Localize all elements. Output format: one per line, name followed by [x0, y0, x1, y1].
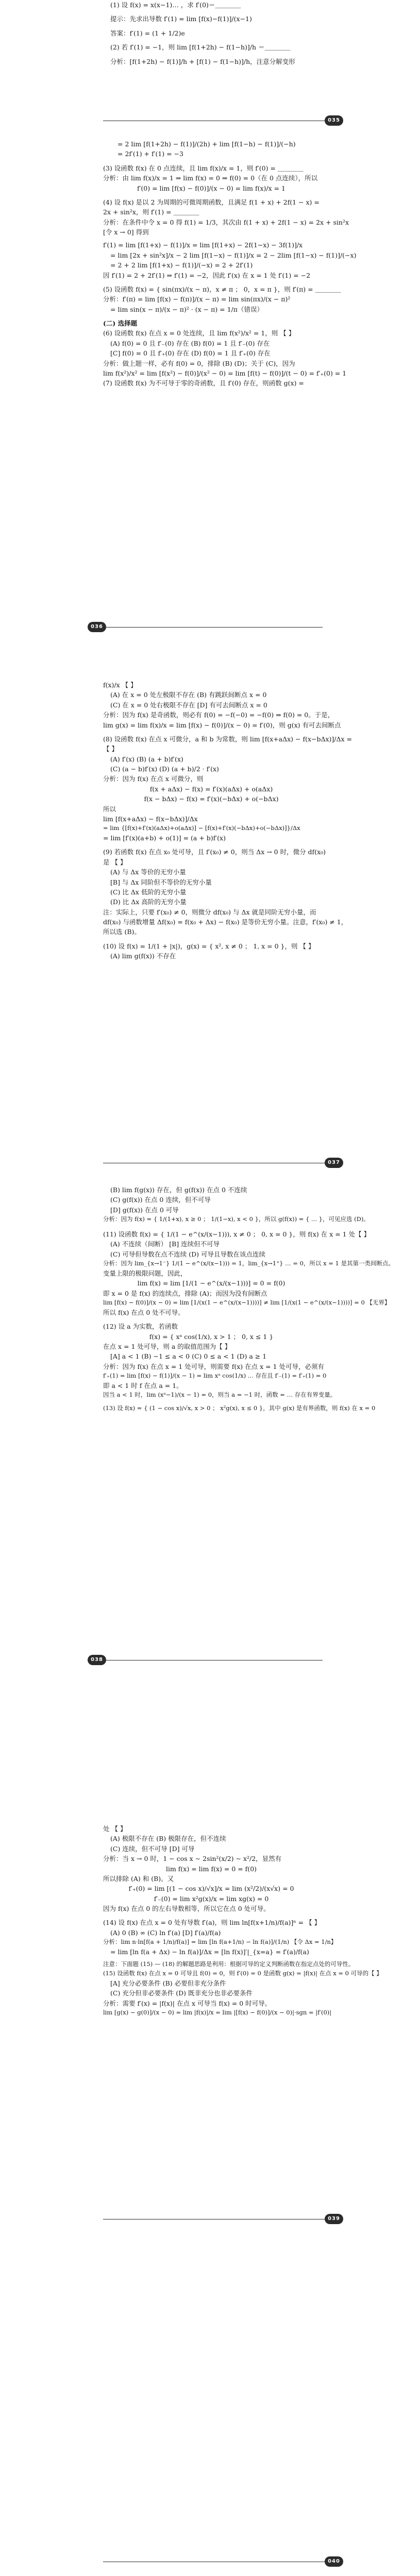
page-number-badge: 040: [325, 2556, 343, 2567]
equation-line: = 2f′(1) + f′(1) = −3: [117, 150, 184, 158]
page-4-content: [103, 1185, 394, 1413]
equation-line: lim [f(x) − f(0)]/(x − 0) = lim [1/(x(1 − e^(x/(x−1))))] ≠ lim [1/(x(1 − e^(x/(x−1))))] = 0 【无界】: [103, 1299, 391, 1306]
analysis-line: lim g(x) = lim f(x)/x = lim [f(x) − f(0)]/(x − 0) = f′(0)，则 g(x) 有可去间断点: [103, 721, 341, 729]
option-line: (A) 在 x = 0 处左极限不存在 (B) 有跳跃间断点 x = 0: [110, 691, 267, 699]
option-line: (A) f′(x) (B) (a + b)f′(x): [110, 755, 183, 763]
question-line: (9) 若函数 f(x) 在点 x₀ 处可导，且 f′(x₀) ≠ 0，则当 Δx → 0 时，微分 df(x₀): [103, 848, 326, 856]
page-number-badge: 039: [325, 2214, 343, 2224]
question-line: (7) 设函数 f(x) 为不可导于零的奇函数，且 f′(0) 存在，则函数 g(x) =: [103, 379, 304, 387]
analysis-line: 分析：在条件中令 x = 0 得 f(1) = 1/3，其次由 f(1 + x) + 2f(1 − x) = 2x + sin²x: [103, 218, 349, 226]
page-5-content: [103, 1824, 382, 2018]
option-line: (C) 连续，但不可导 [D] 可导: [110, 1844, 195, 1853]
note-line: df(x₀) 与函数增量 Δf(x₀) = f(x₀ + Δx) − f(x₀) 是等价无穷小量。注意，f′(x₀) ≠ 1，: [103, 918, 348, 926]
equation-line: f(x) = { xᵃ cos(1/x), x > 1 ； 0, x ≤ 1 }: [149, 1332, 274, 1341]
equation-line: f′₋(0) = lim x²g(x)/x = lim xg(x) = 0: [154, 1894, 269, 1903]
question-line: 2x + sin²x，则 f′(1) = ＿＿＿＿: [103, 208, 199, 216]
analysis-line: 分析：做上题一样，必有 f(0) = 0，排除 (B) (D)；关于 (C)，因为: [103, 359, 295, 367]
question-line: (12) 设 a 为实数，若函数: [103, 1323, 178, 1331]
page-3-content: [103, 680, 352, 961]
question-line: f(x)/x 【 】: [103, 681, 137, 689]
question-line: (15) 设函数 f(x) 在点 x = 0 可导且 f(0) = 0，则 f′(0) = 0 是函数 g(x) = |f(x)| 在点 x = 0 可导的【 】: [103, 1970, 382, 1977]
page-footer: [0, 1654, 420, 1667]
equation-line: f(x + aΔx) − f(x) = f′(x)(aΔx) + o(aΔx): [149, 785, 273, 793]
question-line: (14) 设 f(x) 在点 x = 0 处有导数 f′(a)，则 lim ln[f(x+1/n)/f(a)]ⁿ = 【 】: [103, 1919, 321, 1927]
equation-line: = lim {[f(x)+f′(x)(aΔx)+o(aΔx)] − [f(x)+f′(x)(−bΔx)+o(−bΔx)]}/Δx: [103, 824, 300, 832]
question-line: 处 【 】: [103, 1825, 127, 1833]
analysis-line: 分析：当 x → 0 时，1 − cos x ∼ 2sin²(x/2) ∼ x²/2，显然有: [103, 1855, 282, 1863]
question-line: (8) 设函数 f(x) 在点 x 可微分，a 和 b 为常数，则 lim [f(x+aΔx) − f(x−bΔx)]/Δx =: [103, 735, 352, 743]
equation-line: f′(0) = lim [f(x) − f(0)]/(x − 0) = lim f(x)/x = 1: [137, 184, 286, 192]
equation-line: lim [f(x+aΔx) − f(x−bΔx)]/Δx: [103, 815, 198, 823]
option-line: (A) 极限不存在 (B) 极限存在，但不连续: [110, 1835, 226, 1843]
page-footer: [0, 621, 420, 634]
equation-line: = 2 lim [f(1+2h) − f(1)]/(2h) + lim [f(1−h) − f(1)]/(−h): [117, 140, 296, 148]
equation-line: f(x − bΔx) − f(x) = f′(x)(−bΔx) + o(−bΔx): [144, 795, 279, 803]
analysis-line: 即 x = 0 是 f(x) 的连续点，排除 (A)；而因为没有间断点: [103, 1289, 267, 1297]
page-header: [0, 2555, 420, 2569]
equation-line: = 2 + 2 lim [f(1+x) − f(1)]/(−x) = 2 + 2f′(1): [110, 261, 253, 269]
page-3: [0, 665, 420, 1180]
option-line: (C) 在 x = 0 处右极限不存在 [D] 有可去间断点 x = 0: [110, 701, 267, 709]
option-line: (A) 不连续（间断） [B] 连续但不可导: [110, 1240, 220, 1248]
option-line: (A) lim g(f(x)) 不存在: [110, 952, 176, 960]
page-footer: [0, 114, 420, 128]
option-line: [C] f(0) = 0 且 f′₊(0) 存在 (D) f(0) = 1 且 f′₊(0) 存在: [110, 349, 271, 358]
option-line: (A) 与 Δx 等价的无穷小量: [110, 868, 186, 876]
option-line: [A] a < 1 (B) −1 ≤ a < 0 (C) 0 ≤ a < 1 (D) a ≥ 1: [110, 1352, 267, 1361]
page-5: [0, 1705, 420, 2231]
analysis-line: 即 a < 1 时 f 在点 a = 1。: [103, 1381, 183, 1389]
analysis-line: 因 f′(1) = 2 + 2f′(1) ⇒ f′(1) = −2，因此 f′(x) 在 x = 1 处 f′(1) = −2: [103, 271, 311, 279]
question-line: (11) 设函数 f(x) = { 1/(1 − e^(x/(x−1))), x ≠ 0 ； 0, x = 0 }，则 f(x) 在 x = 1 处【 】: [103, 1230, 371, 1238]
option-line: (D) 比 Δx 高阶的无穷小量: [110, 898, 187, 906]
page-number-badge: 038: [88, 1655, 106, 1665]
note-line: 注：实际上，只要 f′(x₀) ≠ 0，则微分 df(x₀) 与 Δx 就是同阶无穷小量，而: [103, 908, 316, 916]
analysis-line: 分析：因为 f(x) 在点 x = 1 处可导，则需要 f(x) 在点 x = 1 处可导，必须有: [103, 1362, 324, 1370]
equation-line: lim f(x) = lim f(x) = 0 = f(0): [165, 1865, 257, 1873]
question-line: (1) 设 f(x) = x(x−1)… ，求 f′(0)＝＿＿＿＿: [110, 1, 241, 9]
option-line: (A) f(0) = 0 且 f′₋(0) 存在 (B) f(0) = 1 且 f′₋(0) 存在: [110, 339, 270, 347]
analysis-line: 分析：[f(1+2h) − f(1)]/h + [f(1) − f(1−h)]/h，注意分解变形: [110, 57, 295, 65]
question-line: (3) 设函数 f(x) 在 0 点连续，且 lim f(x)/x = 1，则 f′(0) = ＿＿＿＿: [103, 164, 304, 172]
analysis-line: [令 x → 0] 得到: [103, 228, 149, 236]
option-line: (C) 充分但非必要条件 (D) 既非充分也非必要条件: [110, 1989, 253, 1997]
equation-line: f′(1) = lim [f(1+x) − f(1)]/x = lim [f(1+x) − 2f(1−x) − 3f(1)]/x: [103, 241, 303, 249]
equation-line: = lim [f′(x)(a+b) + o(1)] = (a + b)f′(x): [103, 834, 226, 842]
equation-line: = lim [2x + sin²x]/x − 2 lim [f(1−x) − f(1)]/x = 2 − 2lim [f(1−x) − f(1)]/(−x): [110, 251, 357, 259]
option-line: [D] g(f(x)) 在点 0 可导: [110, 1206, 179, 1214]
analysis-line: 分析：lim n·ln[f(a + 1/n)/f(a)] = lim [ln f(a+1/n) − ln f(a)]/(1/n) 【令 Δx = 1/n】: [103, 1938, 337, 1946]
option-line: (C) g(f(x)) 在点 0 连续，但不可导: [110, 1196, 211, 1204]
analysis-line: 所以排除 (A) 和 (B)。又: [103, 1874, 174, 1883]
analysis-line: 所以: [103, 805, 116, 813]
equation-line: f′₊(0) = lim [(1 − cos x)/√x]/x = lim (x²/2)/(x√x) = 0: [128, 1885, 294, 1893]
question-line: 【 】: [103, 745, 118, 753]
analysis-line: 所以 f(x) 在点 0 处不可导。: [103, 1308, 184, 1316]
page-footer: [0, 1157, 420, 1170]
question-line: (6) 设函数 f(x) 在点 x = 0 处连续，且 lim f(x²)/x² = 1，则 【 】: [103, 329, 295, 337]
page-number-badge: 037: [325, 1158, 343, 1168]
analysis-line: 因当 a < 1 时，lim (xᵃ−1)/(x − 1) = 0，则当 a = −1 时，函数 = … 存在有界变量。: [103, 1391, 337, 1399]
analysis-line: 分析：因为 f(x) 在点 x 可微分，则: [103, 775, 204, 783]
analysis-line: 分析：因为 f(x) = { 1/(1+x), x ≥ 0 ； 1/(1−x), x < 0 }，所以 g(f(x)) = { ... }，可见应选 (D)。: [103, 1215, 369, 1223]
analysis-line: 变量上限的极限问题，因此，: [103, 1269, 187, 1277]
page-number-badge: 035: [325, 115, 343, 126]
page-1-content: [103, 0, 320, 66]
analysis-line: 分析：需要 f′(x) = |f(x)| 在点 x 可导当 f(x) = 0 时可导。: [103, 1999, 272, 2007]
option-line: [B] 与 Δx 同阶但不等价的无穷小量: [110, 878, 212, 886]
page-footer: [0, 2213, 420, 2226]
equation-line: = lim sin(x − π)/(x − π)² · (x − π) = 1/π（错误）: [110, 305, 263, 313]
analysis-line: 因为 f(x) 在点 0 的左右导数相等，所以它在点 0 处可导。: [103, 1905, 270, 1912]
option-line: (C) (a − b)f′(x) (D) (a + b)/2 · f′(x): [110, 765, 219, 773]
equation-line: lim f(x²)/x² = lim [f(x²) − f(0)]/(x² − 0) = lim [f(t) − f(0)]/(t − 0) = f′₊(0) = 1: [103, 369, 347, 377]
question-line: (4) 设 f(x) 是以 2 为周期的可微周期函数，且满足 f(1 + x) + 2f(1 − x) =: [103, 198, 320, 206]
equation-line: f′₊(1) = lim [f(x) − f(1)]/(x − 1) = lim xᵃ cos(1/x) ... 存在且 f′₋(1) = f′₊(1) = 0: [103, 1372, 327, 1380]
analysis-line: 分析：因为 f(x) 是奇函数，则必有 f(0) = −f(−0) = −f(0) ⇒ f(0) = 0。于是，: [103, 711, 334, 719]
equation-line: lim f(x) = lim [1/(1 − e^(x/(x−1)))] = 0 = f(0): [137, 1279, 285, 1287]
question-line: (10) 设 f(x) = 1/(1 + |x|)，g(x) = { x², x ≠ 0 ； 1, x = 0 }，则 【 】: [103, 942, 315, 950]
note-line: 所以选 (B)。: [103, 928, 141, 936]
page-6: [0, 2555, 420, 2576]
equation-line: = lim [ln f(a + Δx) − ln f(a)]/Δx = [ln f(x)]′|_{x=a} = f′(a)/f(a): [110, 1947, 309, 1956]
note-line: 注意：下面题 (15) — (18) 的解题思路是利用：根据可导的定义判断函数在指定点处的可导性。: [103, 1960, 355, 1968]
option-line: (B) lim f(g(x)) 存在，但 g(f(x)) 在点 0 不连续: [110, 1186, 247, 1194]
page-number-badge: 036: [88, 622, 106, 632]
page-2-content: [103, 139, 357, 388]
answer-line: 答案：f′(1) = (1 + 1/2)e: [110, 29, 185, 37]
option-line: [A] 充分必要条件 (B) 必要但非充分条件: [110, 1979, 226, 1987]
option-line: (A) 0 (B) ∞ (C) ln f′(a) [D] f′(a)/f(a): [110, 1928, 221, 1937]
hint-line: 提示：先求出导数 f′(1) = lim [f(x)−f(1)]/(x−1): [110, 15, 252, 23]
section-heading: (二) 选择题: [103, 319, 138, 327]
page-2: [0, 139, 420, 654]
question-line: 在点 x = 1 处可导，则 a 的取值范围为【 】: [103, 1342, 231, 1350]
analysis-line: 分析：由 lim f(x)/x = 1 ⇒ lim f(x) = 0 ⇒ f(0) = 0（在 0 点连续），所以: [103, 174, 318, 182]
analysis-line: 分析：f′(π) = lim [f(x) − f(π)]/(x − π) = lim sin(πx)/(x − π)²: [103, 295, 291, 303]
question-line: (13) 设 f(x) = { (1 − cos x)/√x, x > 0 ； x²g(x), x ≤ 0 }，其中 g(x) 是有界函数，则 f(x) 在 x = 0: [103, 1404, 376, 1412]
option-line: (C) 比 Δx 低阶的无穷小量: [110, 888, 187, 896]
question-line: (2) 若 f′(1) = −1，则 lim [f(1+2h) − f(1−h)]/h ＝＿＿＿＿: [110, 43, 291, 52]
analysis-line: 分析：因为 lim_{x→1⁻} 1/(1 − e^(x/(x−1))) = 1，lim_{x→1⁺} … = 0，所以 x = 1 是其第一类间断点。: [103, 1260, 394, 1267]
question-line: (5) 设函数 f(x) = { sin(πx)/(x − π)，x ≠ π ； 0，x = π }，则 f′(π) = ＿＿＿＿: [103, 285, 341, 293]
equation-line: lim [g(x) − g(0)]/(x − 0) = lim |f(x)|/x = lim |[f(x) − f(0)]/(x − 0)|·sgn = |f′(0)|: [103, 2009, 332, 2016]
option-line: (C) 可导但导数在点不连续 (D) 可导且导数在该点连续: [110, 1250, 266, 1258]
question-line: 是 【 】: [103, 858, 127, 866]
page-1: [0, 0, 420, 129]
page-4: [0, 1185, 420, 1700]
